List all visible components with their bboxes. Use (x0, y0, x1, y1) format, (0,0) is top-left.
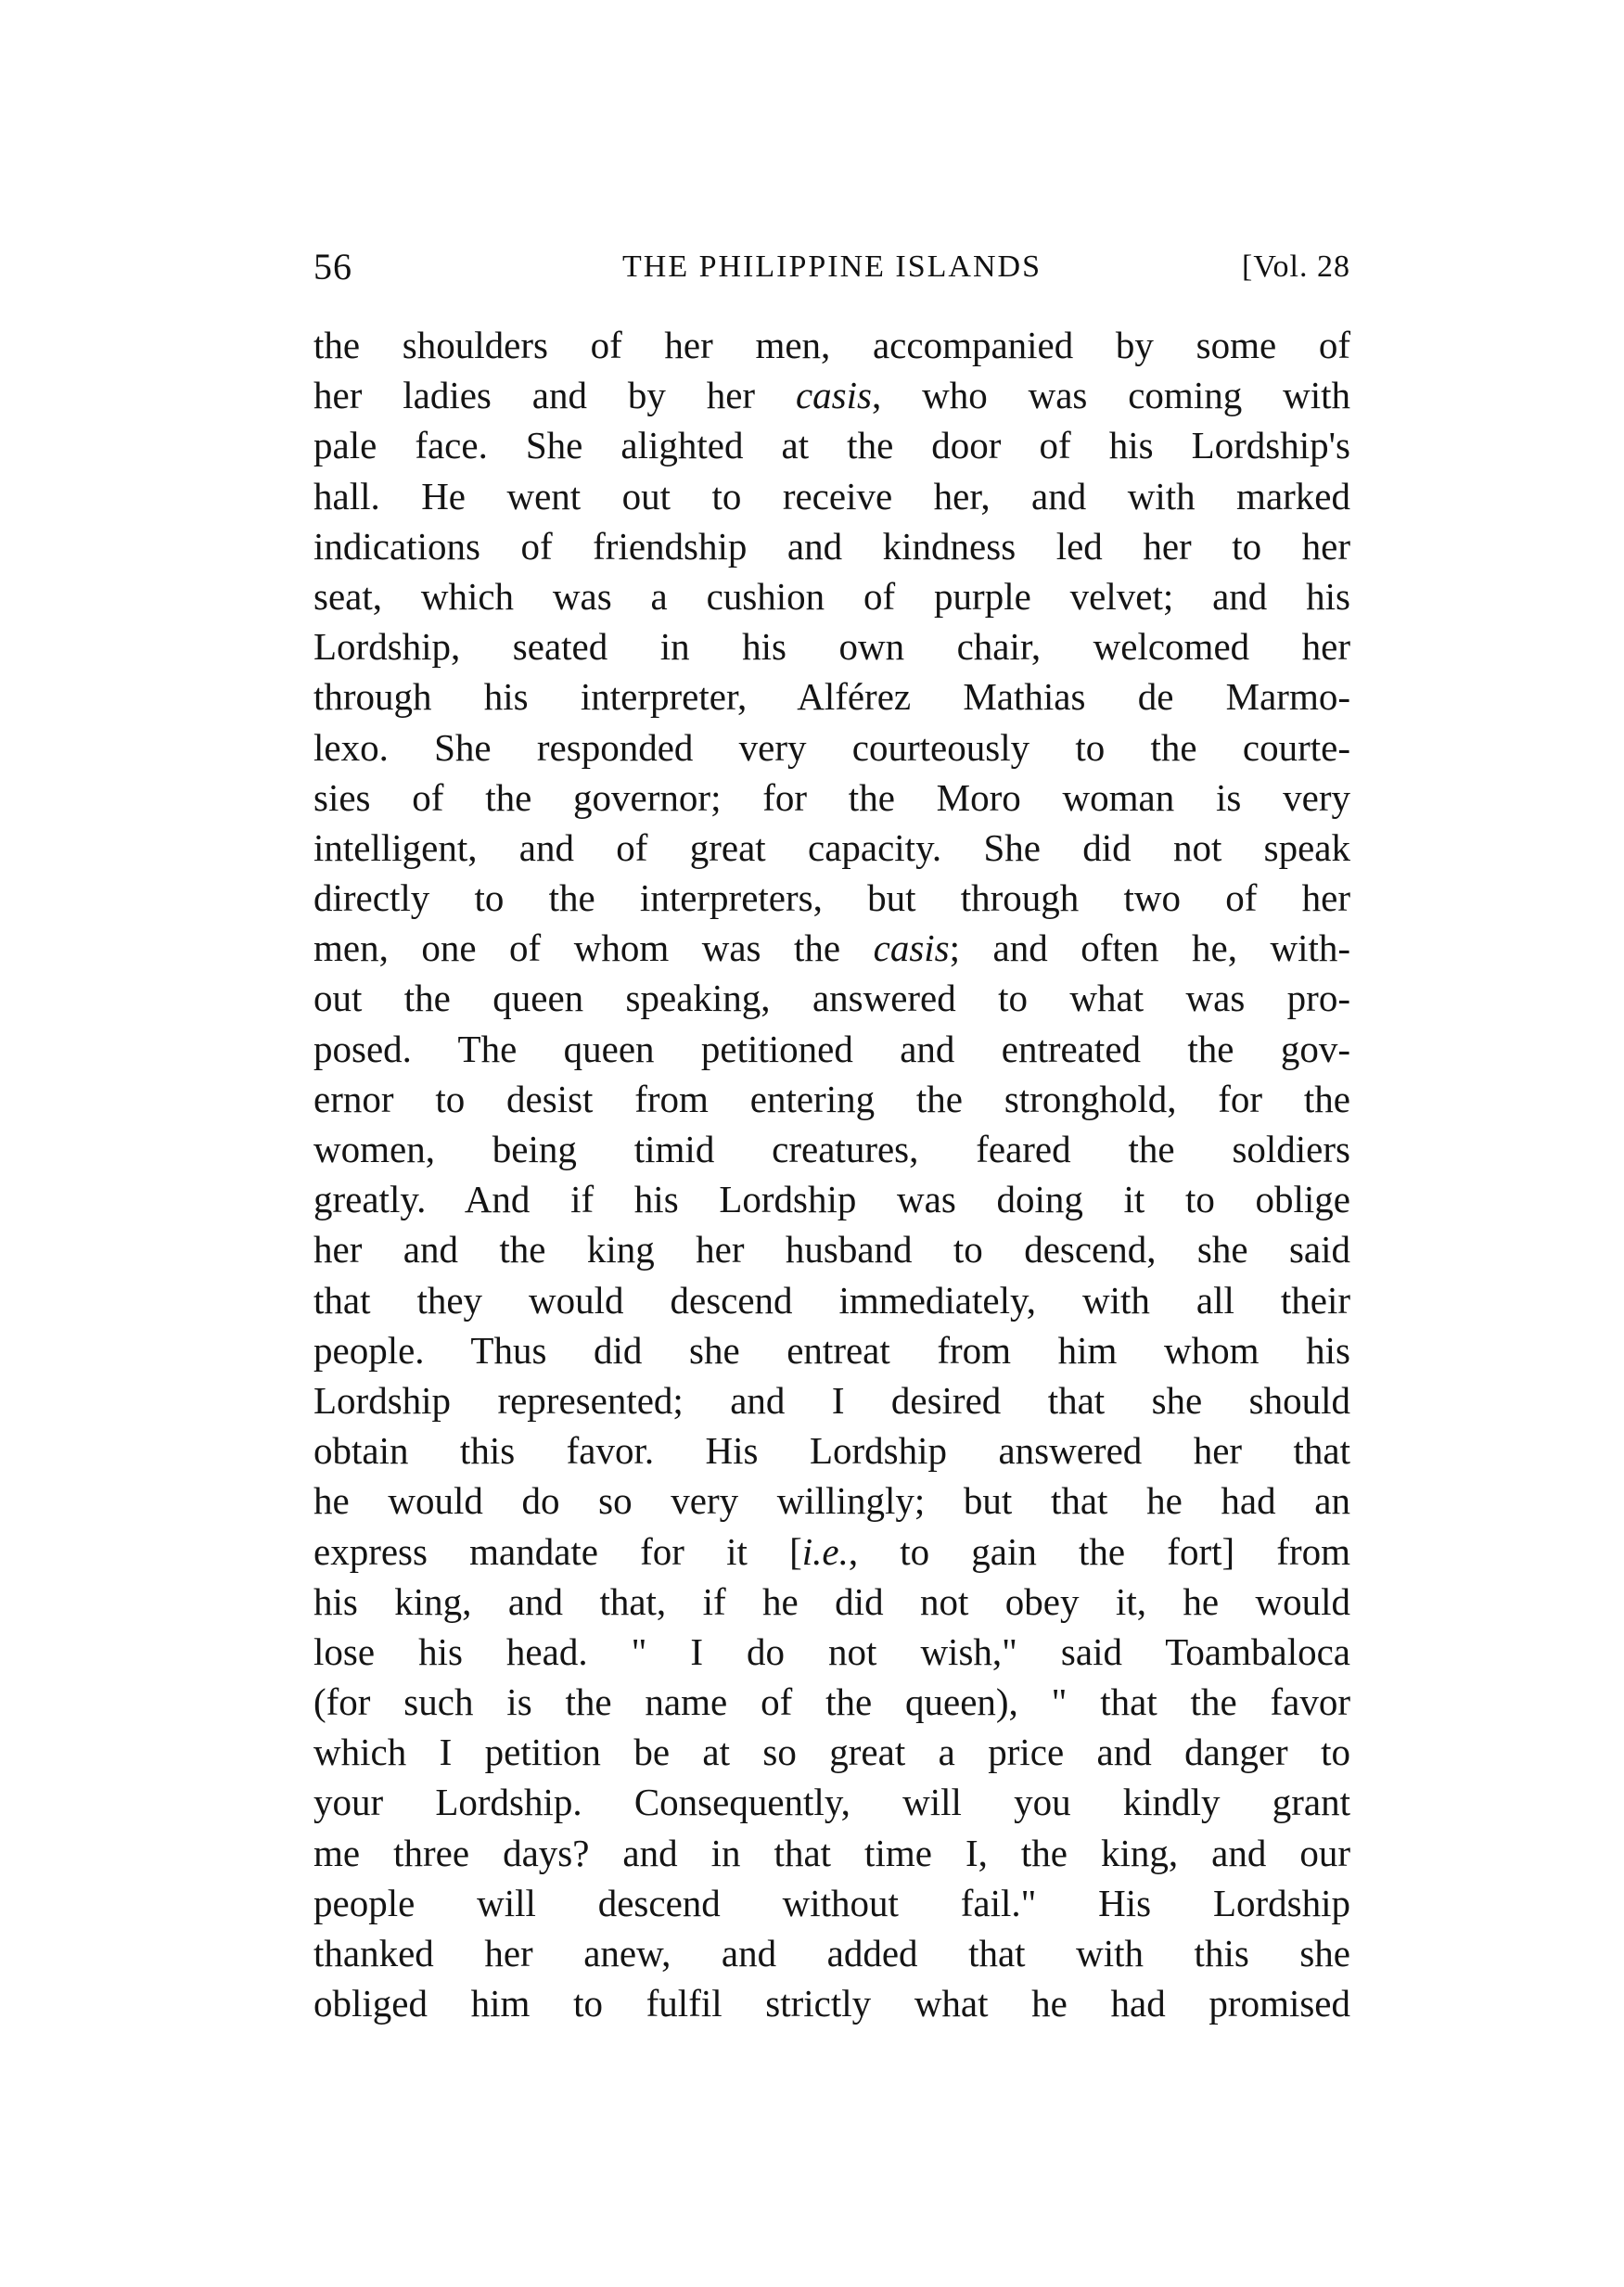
text-line: seat, which was a cushion of purple velvet; and his (313, 574, 1350, 618)
text-line: pale face. She alighted at the door of his Lordship's (313, 424, 1350, 467)
text-line: women, being timid creatures, feared the soldiers (313, 1128, 1350, 1170)
text-line: (for such is the name of the queen), " that the favor (313, 1680, 1350, 1724)
text-line: people will descend without fail." His Lordship (313, 1881, 1350, 1924)
text-line: he would do so very willingly; but that he had an (313, 1479, 1350, 1523)
text-line: that they would descend immediately, with all their (313, 1278, 1350, 1322)
text-line: which I petition be at so great a price and danger to (313, 1731, 1350, 1774)
page-number: 56 (313, 246, 352, 287)
text-line: the shoulders of her men, accompanied by some of (313, 324, 1350, 366)
text-line: sies of the governor; for the Moro woman is very (313, 775, 1350, 819)
text-line: men, one of whom was the casis; and often he, with- (313, 926, 1350, 970)
text-line: greatly. And if his Lordship was doing it to oblige (313, 1178, 1350, 1221)
text-line: posed. The queen petitioned and entreated the gov- (313, 1027, 1350, 1070)
text-line: hall. He went out to receive her, and with marked (313, 474, 1350, 517)
text-line: directly to the interpreters, but through two of her (313, 876, 1350, 920)
text-line: indications of friendship and kindness led her to her (313, 524, 1350, 568)
text-line: lose his head. " I do not wish," said Toambaloca (313, 1629, 1350, 1673)
text-line: your Lordship. Consequently, will you kindly grant (313, 1781, 1350, 1824)
text-line: Lordship represented; and I desired that she should (313, 1378, 1350, 1422)
text-line: through his interpreter, Alférez Mathias de Marmo- (313, 675, 1350, 719)
text-line: out the queen speaking, answered to what was pro- (313, 977, 1350, 1020)
text-line: intelligent, and of great capacity. She did not speak (313, 825, 1350, 869)
page-header (313, 239, 1350, 295)
text-line: obliged him to fulfil strictly what he had promised (313, 1982, 1350, 2025)
text-line: ernor to desist from entering the stronghold, for the (313, 1077, 1350, 1120)
text-line: people. Thus did she entreat from him whom his (313, 1328, 1350, 1372)
volume-label: [Vol. 28 (1242, 249, 1350, 284)
text-line: thanked her anew, and added that with this she (313, 1932, 1350, 1974)
body-text (313, 320, 1350, 2028)
text-line: lexo. She responded very courteously to the courte- (313, 725, 1350, 769)
text-line: obtain this favor. His Lordship answered her that (313, 1429, 1350, 1473)
running-title: THE PHILIPPINE ISLANDS (622, 249, 1042, 284)
text-line: her and the king her husband to descend, she said (313, 1228, 1350, 1271)
text-line: Lordship, seated in his own chair, welcomed her (313, 625, 1350, 669)
text-line: her ladies and by her casis, who was coming with (313, 374, 1350, 417)
text-line: express mandate for it [i.e., to gain the fort] from (313, 1529, 1351, 1573)
text-line: me three days? and in that time I, the king, and our (313, 1831, 1350, 1874)
text-line: his king, and that, if he did not obey it, he would (313, 1579, 1350, 1623)
